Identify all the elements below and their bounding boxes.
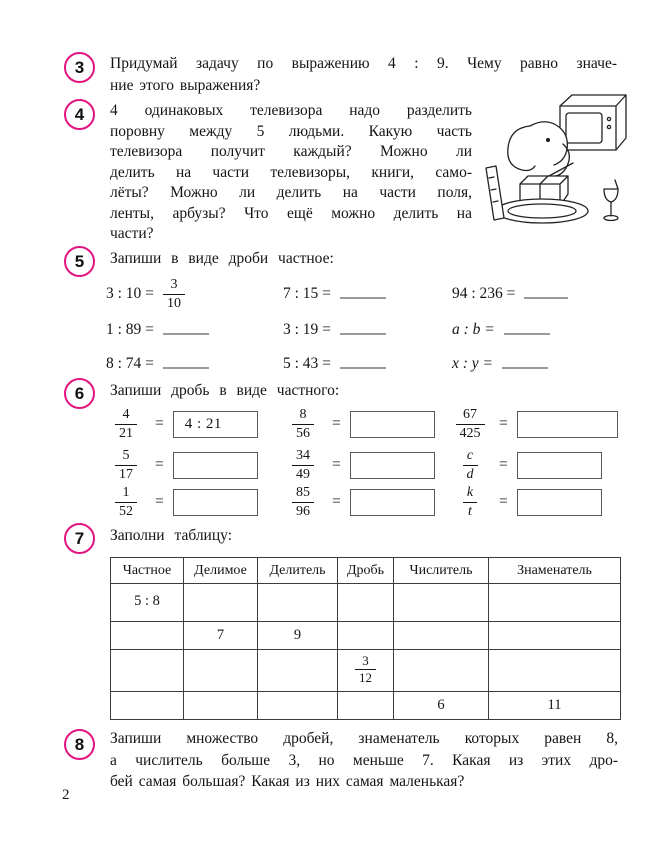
- problem-3-number: 3: [64, 52, 95, 83]
- answer-blank: [163, 367, 209, 369]
- exercise-fraction: [106, 445, 258, 485]
- equals-sign: =: [332, 493, 341, 510]
- problem-7-title: Заполни таблицу:: [110, 527, 233, 544]
- table-cell: [489, 650, 621, 692]
- fraction-denominator: d: [466, 466, 474, 482]
- table-cell: [394, 622, 489, 650]
- fraction-slot: [450, 448, 490, 481]
- quotient-expression: a : b =: [452, 321, 495, 338]
- table-cell: [394, 650, 489, 692]
- fraction-denominator: 12: [359, 670, 372, 686]
- exercise-quotient: [452, 312, 550, 348]
- problem-4-line: 4 одинаковых телевизора надо разделить: [110, 102, 472, 119]
- problem-4-text: [110, 101, 472, 245]
- problem-8-line: Запиши множество дробей, знаменатель которых равен 8,: [110, 730, 618, 747]
- quotient-expression: 1 : 89 =: [106, 321, 154, 338]
- answer-box: [350, 489, 435, 516]
- header-quotient: Частное: [111, 558, 184, 584]
- fraction-slot: [450, 485, 490, 518]
- table-row: [111, 650, 621, 692]
- cell-dividend: 7: [184, 622, 258, 650]
- exercise-quotient: [106, 276, 185, 312]
- header-fraction: Дробь: [338, 558, 394, 584]
- cell-denominator: 11: [489, 692, 621, 720]
- table-header-row: [111, 558, 621, 584]
- problem-3-line: Придумай задачу по выражению 4 : 9. Чему равно значе-: [110, 55, 617, 72]
- fraction-answer: [163, 277, 185, 310]
- fraction-numerator: 8: [292, 407, 314, 424]
- exercise-fraction: [450, 482, 602, 522]
- fraction-slot: [450, 407, 490, 440]
- problem-5-number: 5: [64, 246, 95, 277]
- table-row: [111, 692, 621, 720]
- exercise-fraction: [283, 445, 435, 485]
- problem-8-line: а числитель больше 3, но меньше 7. Какая из этих дро-: [110, 751, 618, 769]
- quotient-expression: 8 : 74 =: [106, 355, 154, 372]
- exercise-fraction: [283, 482, 435, 522]
- page-number: 2: [62, 787, 70, 803]
- equals-sign: =: [155, 493, 164, 510]
- fraction-numerator: c: [463, 448, 478, 465]
- fraction-numerator: k: [463, 485, 477, 502]
- header-denominator: Знаменатель: [489, 558, 621, 584]
- answer-blank: [340, 367, 386, 369]
- quotient-expression: 3 : 10 =: [106, 285, 154, 302]
- fraction: [115, 407, 137, 440]
- table-cell: [394, 584, 489, 622]
- fraction-denominator: 17: [119, 466, 133, 482]
- table-row: [111, 584, 621, 622]
- fraction: [292, 485, 314, 518]
- equals-sign: =: [499, 415, 508, 432]
- table-cell: [338, 584, 394, 622]
- answer-box: [350, 411, 435, 438]
- fraction-slot: [283, 407, 323, 440]
- problem-8-number: 8: [64, 729, 95, 760]
- fraction: [115, 448, 137, 481]
- answer-blank: [504, 333, 550, 335]
- fraction-denominator: t: [468, 503, 472, 519]
- cell-quotient: 5 : 8: [111, 584, 184, 622]
- fraction-slot: [283, 485, 323, 518]
- fraction-slot: [106, 407, 146, 440]
- header-numerator: Числитель: [394, 558, 489, 584]
- answer-box: [517, 452, 602, 479]
- fraction-numerator: 5: [115, 448, 137, 465]
- fraction: [115, 485, 137, 518]
- exercise-quotient: [283, 312, 386, 348]
- fractions-table: [110, 557, 621, 720]
- equals-sign: =: [332, 456, 341, 473]
- table-cell: [338, 692, 394, 720]
- fraction-numerator: 4: [115, 407, 137, 424]
- problem-7-number: 7: [64, 523, 95, 554]
- exercise-fraction: [283, 404, 435, 444]
- table-cell: [184, 584, 258, 622]
- answer-box: [517, 411, 618, 438]
- quotient-expression: 3 : 19 =: [283, 321, 331, 338]
- exercise-quotient: [106, 346, 209, 382]
- problem-3-line: ние этого выражения?: [110, 76, 261, 94]
- fraction-slot: [106, 485, 146, 518]
- quotient-expression: 5 : 43 =: [283, 355, 331, 372]
- fraction: [292, 448, 314, 481]
- answer-box: [173, 489, 258, 516]
- problem-8-text: [110, 728, 618, 793]
- quotient-expression: x : y =: [452, 355, 494, 372]
- elephant-tv-illustration: [478, 92, 628, 234]
- problem-6-number: 6: [64, 378, 95, 409]
- fraction: [292, 407, 314, 440]
- equals-sign: =: [499, 456, 508, 473]
- table-cell: [489, 584, 621, 622]
- fraction-numerator: 85: [292, 485, 314, 502]
- answer-box: [517, 489, 602, 516]
- exercise-fraction: [450, 445, 602, 485]
- fraction-slot: [106, 448, 146, 481]
- answer-box: 4 : 21: [173, 411, 258, 438]
- fraction-numerator: 34: [292, 448, 314, 465]
- fraction-denominator: 49: [296, 466, 310, 482]
- problem-4-line: делить на части телевизоры, книги, само-: [110, 163, 472, 181]
- header-dividend: Делимое: [184, 558, 258, 584]
- table-cell: [258, 584, 338, 622]
- table-row: [111, 622, 621, 650]
- table-cell: [111, 650, 184, 692]
- table-cell: [489, 622, 621, 650]
- answer-blank: [163, 333, 209, 335]
- equals-sign: =: [155, 415, 164, 432]
- answer-blank: [524, 297, 568, 299]
- fraction-slot: [283, 448, 323, 481]
- fraction-denominator: 10: [166, 295, 181, 311]
- equals-sign: =: [332, 415, 341, 432]
- exercise-quotient: [452, 346, 548, 382]
- fraction-numerator: 67: [456, 407, 485, 424]
- exercise-fraction: [106, 404, 258, 444]
- exercise-fraction: [450, 404, 618, 444]
- problem-8-line: бей самая большая? Какая из них самая маленькая?: [110, 773, 465, 790]
- problem-4-number: 4: [64, 99, 95, 130]
- fraction: [456, 407, 485, 440]
- table-cell: [258, 692, 338, 720]
- fraction-denominator: 21: [119, 425, 133, 441]
- table-cell: [111, 692, 184, 720]
- problem-6-title: Запиши дробь в виде частного:: [110, 382, 340, 399]
- exercise-quotient: [283, 346, 386, 382]
- fraction-denominator: 425: [459, 425, 481, 441]
- exercise-fraction: [106, 482, 258, 522]
- problem-4-line: части?: [110, 225, 154, 242]
- cell-fraction: [338, 650, 394, 692]
- table-cell: [111, 622, 184, 650]
- elephant-tv-illustration-svg: [478, 92, 628, 234]
- fraction-denominator: 96: [296, 503, 310, 519]
- fraction-denominator: 56: [296, 425, 310, 441]
- answer-box: [173, 452, 258, 479]
- fraction: [463, 485, 477, 518]
- exercise-quotient: [283, 276, 386, 312]
- fraction-numerator: 1: [115, 485, 137, 502]
- quotient-expression: 7 : 15 =: [283, 285, 331, 302]
- table-cell: [184, 650, 258, 692]
- problem-4-line: телевизора получит каждый? Можно ли: [110, 143, 472, 160]
- problem-5-title: Запиши в виде дроби частное:: [110, 250, 334, 267]
- answer-blank: [340, 297, 386, 299]
- cell-numerator: 6: [394, 692, 489, 720]
- quotient-expression: 94 : 236 =: [452, 285, 516, 302]
- problem-4-line: поровну между 5 людьми. Какую часть: [110, 122, 472, 140]
- exercise-quotient: [452, 276, 568, 312]
- answer-blank: [502, 367, 548, 369]
- fraction-numerator: 3: [355, 654, 376, 670]
- equals-sign: =: [155, 456, 164, 473]
- fraction-numerator: 3: [163, 277, 185, 294]
- fraction-denominator: 52: [119, 503, 133, 519]
- fraction: [355, 654, 376, 685]
- exercise-quotient: [106, 312, 209, 348]
- answer-blank: [340, 333, 386, 335]
- table-cell: [184, 692, 258, 720]
- cell-divisor: 9: [258, 622, 338, 650]
- table-cell: [338, 622, 394, 650]
- answer-box: [350, 452, 435, 479]
- problem-3-text: [110, 53, 617, 96]
- fraction: [463, 448, 478, 481]
- equals-sign: =: [499, 493, 508, 510]
- problem-4-line: ленты, арбузы? Что ещё можно делить на: [110, 204, 472, 222]
- table-cell: [258, 650, 338, 692]
- header-divisor: Делитель: [258, 558, 338, 584]
- problem-4-line: лёты? Можно ли делить на части поля,: [110, 184, 472, 201]
